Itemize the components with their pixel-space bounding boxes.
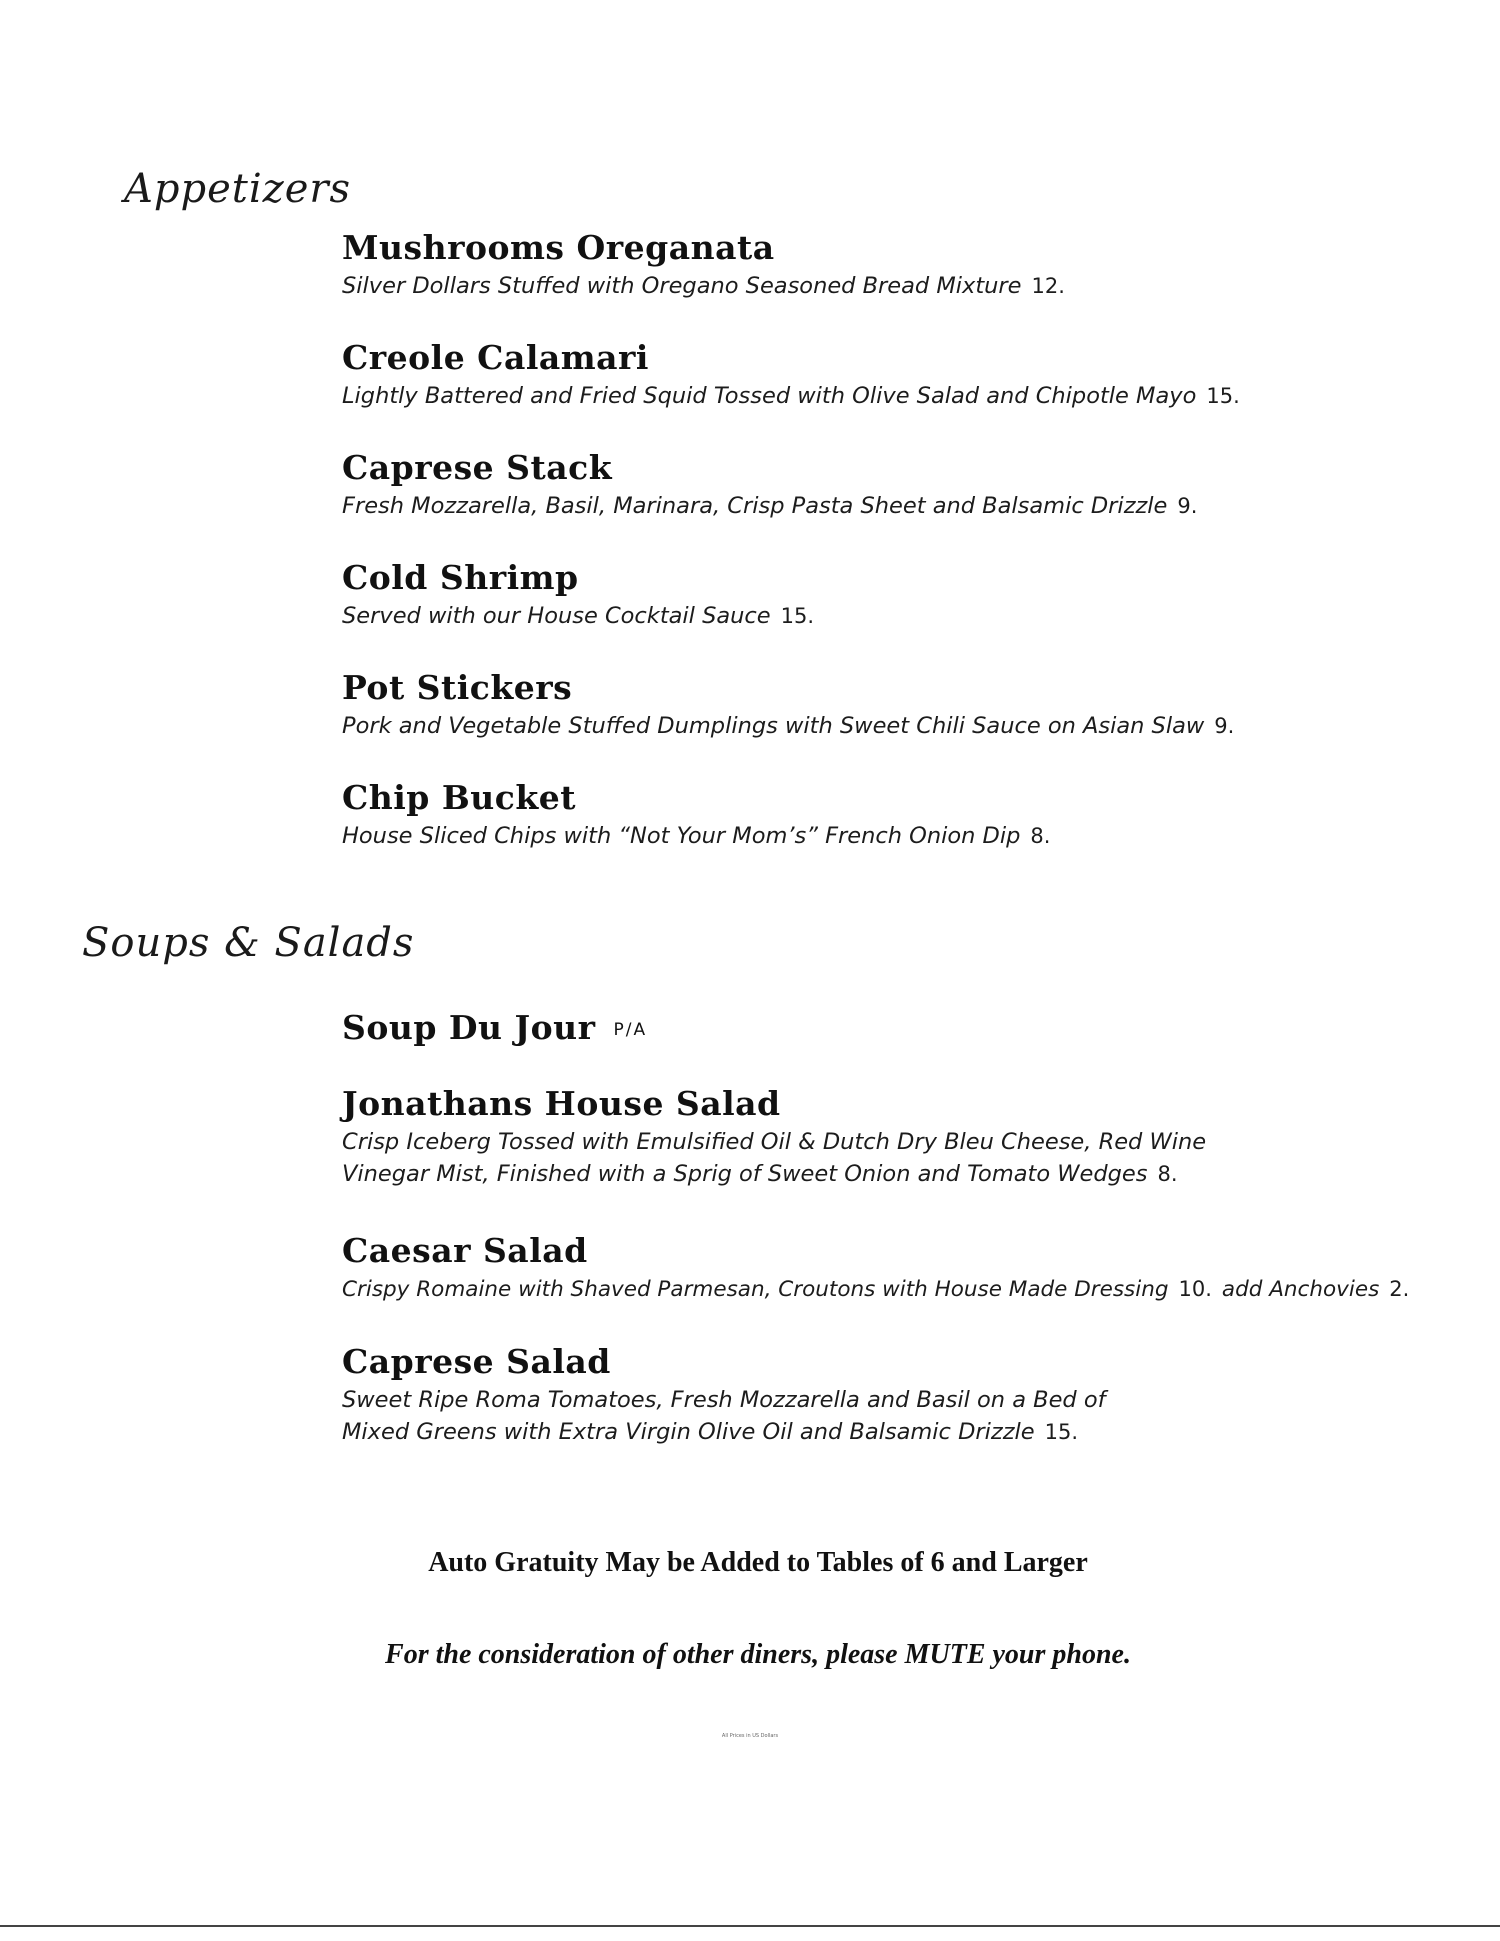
item-price: 10. (1178, 1277, 1212, 1301)
item-price: 9. (1177, 494, 1198, 518)
menu-item-creole-calamari (342, 338, 1462, 412)
item-description-text: Served with our House Cocktail Sauce (342, 603, 771, 629)
item-name: Jonathans House Salad (342, 1084, 781, 1123)
item-description-line1: Sweet Ripe Roma Tomatoes, Fresh Mozzarella and Basil on a Bed of (342, 1387, 1106, 1413)
item-description-text: House Sliced Chips with “Not Your Mom’s” French Onion Dip (342, 823, 1021, 849)
item-price: 15. (1206, 384, 1240, 408)
item-description-text: Fresh Mozzarella, Basil, Marinara, Crisp Pasta Sheet and Balsamic Drizzle (342, 493, 1168, 519)
item-name: Caprese Salad (342, 1342, 611, 1381)
item-name: Caesar Salad (342, 1231, 588, 1270)
item-price: 9. (1214, 714, 1235, 738)
item-description (342, 380, 1462, 412)
item-price: 12. (1031, 274, 1065, 298)
item-description (342, 710, 1462, 742)
item-name: Creole Calamari (342, 338, 649, 377)
item-price: P/A (613, 1020, 648, 1040)
item-description-text: Pork and Vegetable Stuffed Dumplings with Sweet Chili Sauce on Asian Slaw (342, 713, 1205, 739)
soups-salads-heading: Soups & Salads (82, 920, 415, 966)
item-name (342, 1008, 1462, 1050)
fineprint: All Prices in US Dollars (721, 1733, 779, 1739)
item-price: 15. (1044, 1420, 1079, 1444)
item-description-line1: Crisp Iceberg Tossed with Emulsified Oil & Dutch Dry Bleu Cheese, Red Wine (342, 1129, 1207, 1155)
appetizers-heading: Appetizers (124, 166, 352, 212)
item-price: 8. (1157, 1162, 1178, 1186)
item-addon-price: 2. (1389, 1277, 1410, 1301)
item-description (342, 820, 1462, 852)
item-name: Pot Stickers (342, 668, 573, 707)
item-name-text: Soup Du Jour (342, 1008, 596, 1047)
item-description-text: Crispy Romaine with Shaved Parmesan, Croutons with House Made Dressing (342, 1277, 1169, 1302)
menu-item-caesar-salad (342, 1231, 1462, 1306)
menu-item-jonathans-house-salad (342, 1084, 1462, 1190)
item-name: Caprese Stack (342, 448, 613, 487)
item-description-line2: Vinegar Mist, Finished with a Sprig of Sweet Onion and Tomato Wedges (342, 1161, 1148, 1187)
item-name: Chip Bucket (342, 778, 576, 817)
gratuity-note: Auto Gratuity May be Added to Tables of 6 and Larger (428, 1547, 1088, 1578)
item-description (342, 270, 1462, 302)
menu-item-pot-stickers (342, 668, 1462, 742)
menu-item-mushrooms-oreganata (342, 228, 1462, 302)
menu-item-chip-bucket (342, 778, 1462, 852)
item-description-line2: Mixed Greens with Extra Virgin Olive Oil and Balsamic Drizzle (342, 1419, 1035, 1445)
item-description-text: Silver Dollars Stuffed with Oregano Seasoned Bread Mixture (342, 273, 1022, 299)
item-description (342, 1384, 1462, 1448)
menu-item-soup-du-jour (342, 1008, 1462, 1050)
item-description (342, 600, 1462, 632)
menu-item-caprese-stack (342, 448, 1462, 522)
item-name: Cold Shrimp (342, 558, 579, 597)
item-price: 15. (780, 604, 815, 628)
item-description (342, 490, 1462, 522)
item-description (342, 1126, 1462, 1190)
menu-item-cold-shrimp (342, 558, 1462, 632)
item-description (342, 1273, 1462, 1306)
item-name: Mushrooms Oreganata (342, 228, 775, 267)
phone-note: For the consideration of other diners, please MUTE your phone. (385, 1639, 1131, 1670)
menu-item-caprese-salad (342, 1342, 1462, 1448)
item-price: 8. (1030, 824, 1051, 848)
item-addon-label: add Anchovies (1221, 1277, 1380, 1302)
item-description-text: Lightly Battered and Fried Squid Tossed with Olive Salad and Chipotle Mayo (342, 383, 1197, 409)
page-bottom-rule (0, 1925, 1500, 1927)
